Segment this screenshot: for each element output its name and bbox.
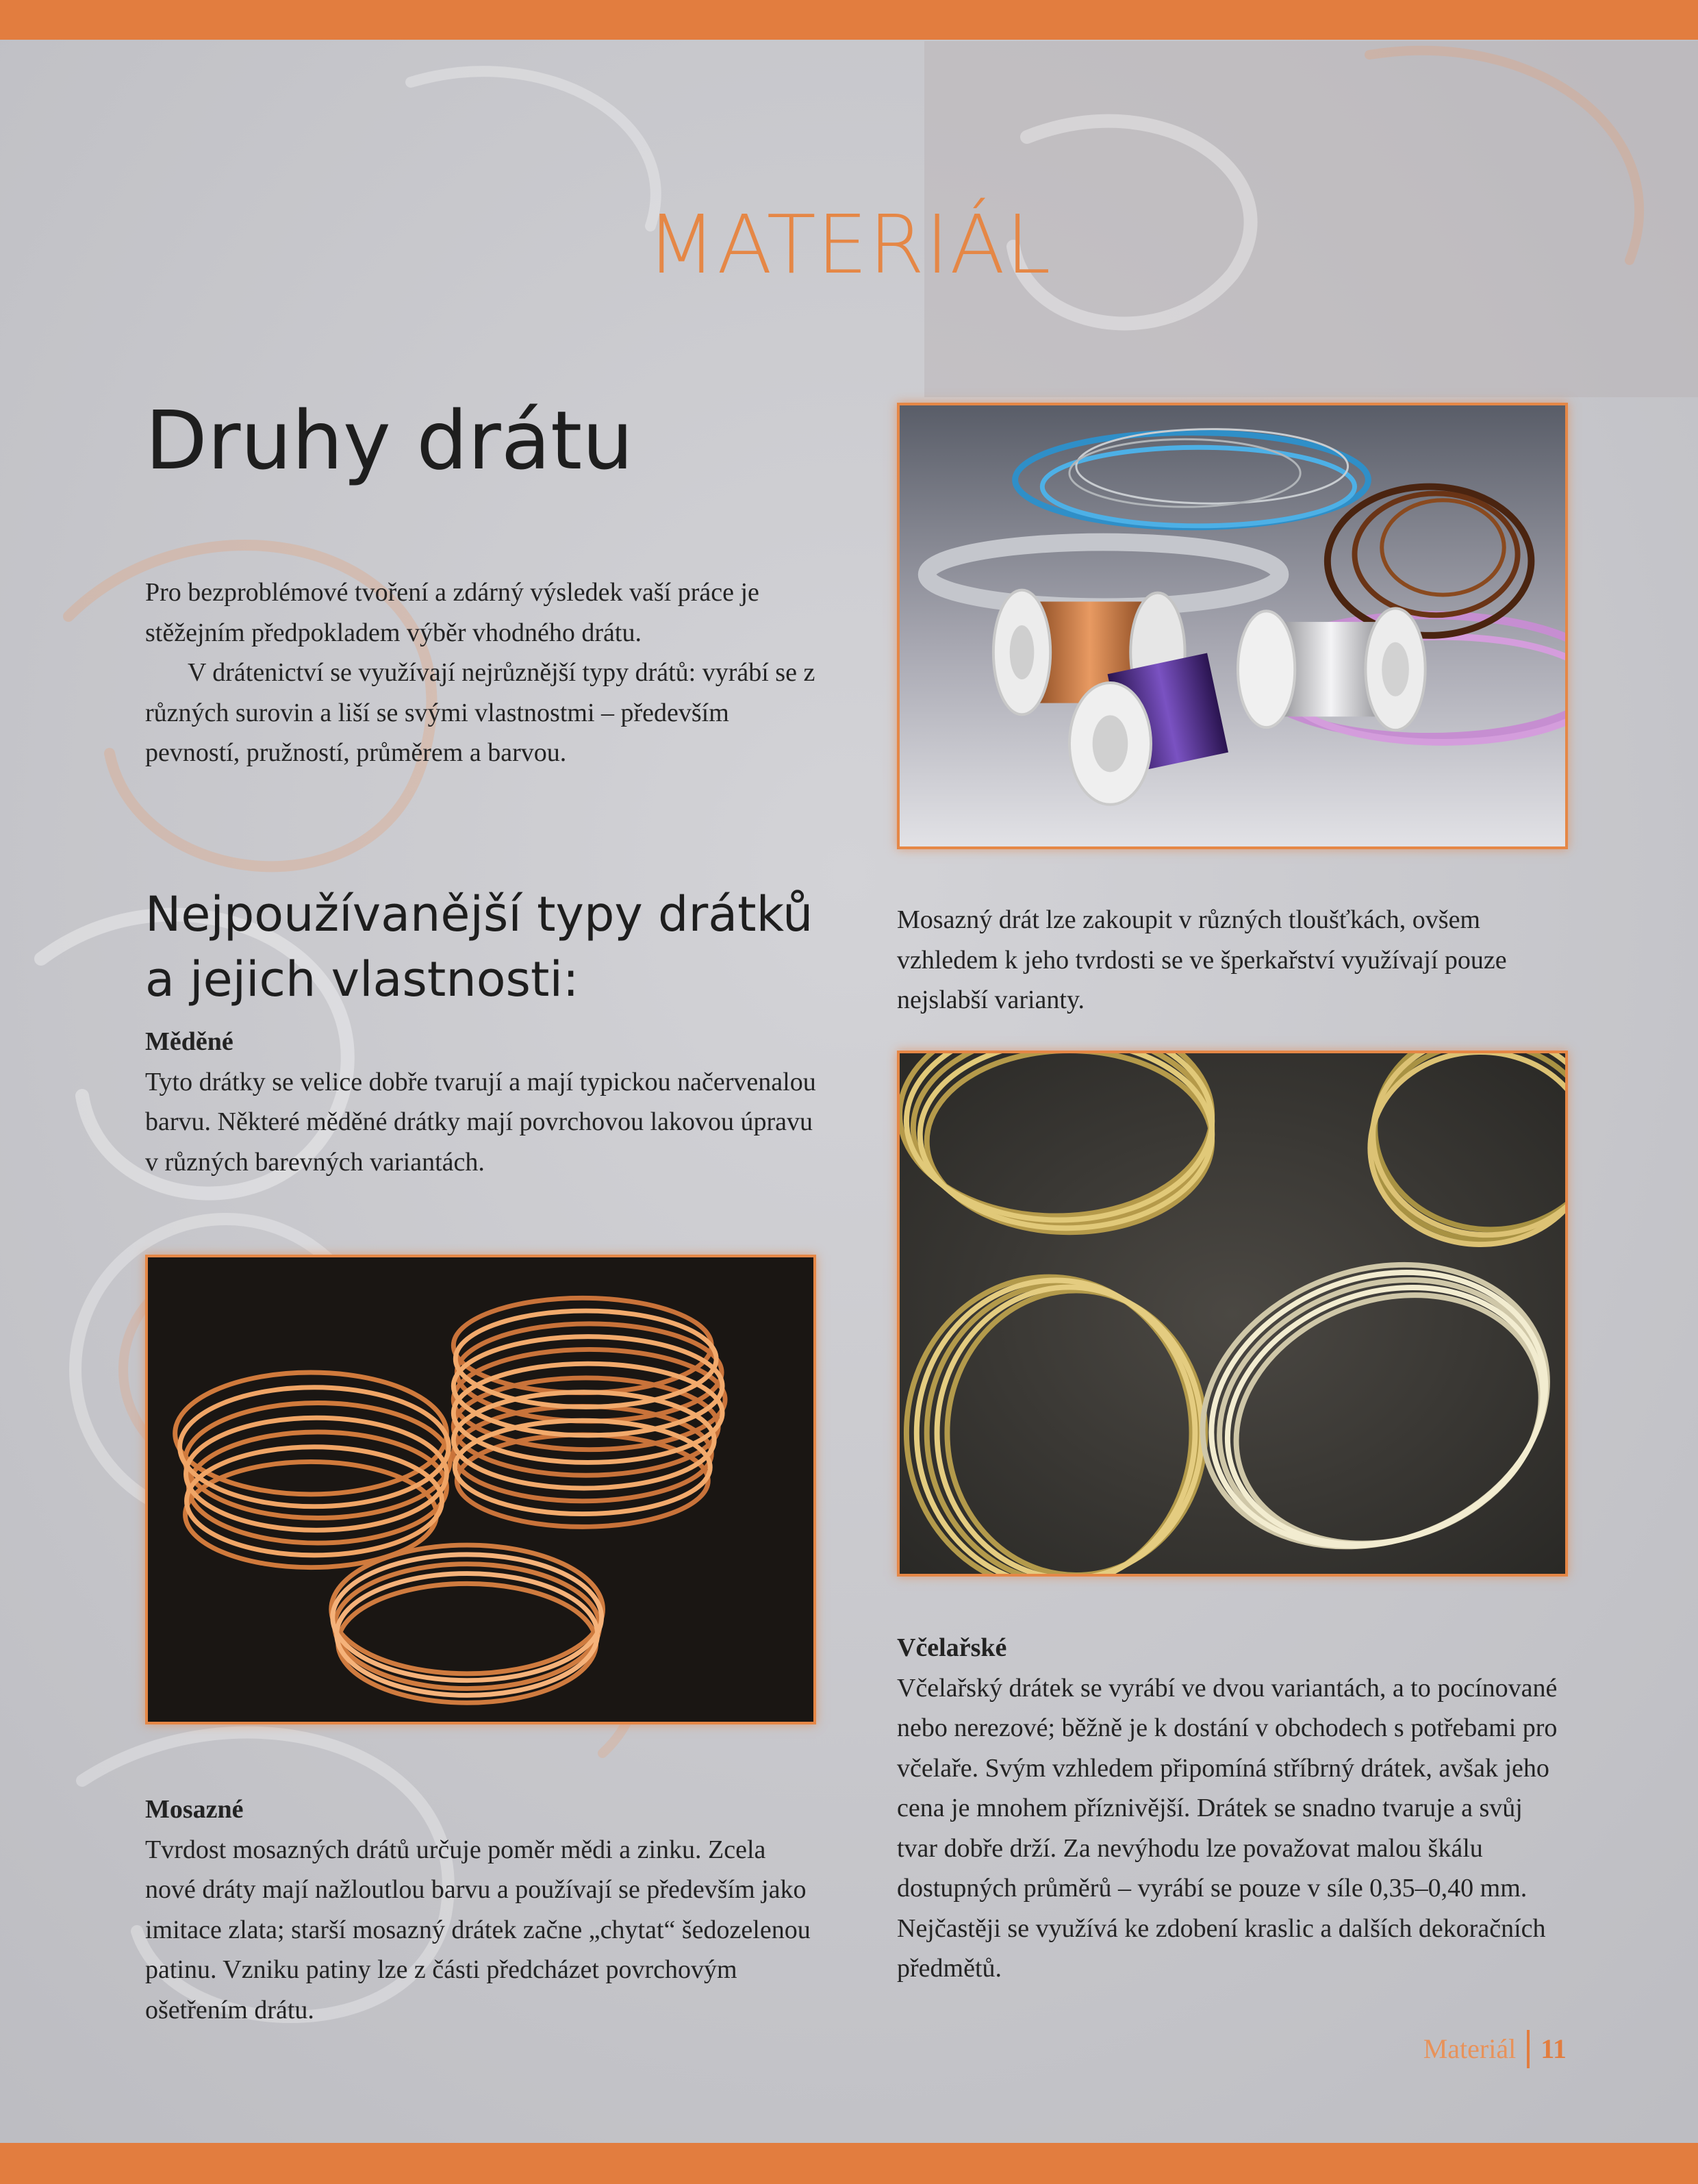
beekeeping-label: Včelařské [897, 1633, 1007, 1662]
photo-brass-wire-coils [897, 1051, 1568, 1577]
page-title: Druhy drátu [145, 393, 634, 488]
page-number: 11 [1541, 2033, 1567, 2064]
intro-paragraph-1: Pro bezproblémové tvoření a zdárný výsledek vaší práce je stěžejním předpokladem výběr vhodného drátu. [145, 578, 759, 647]
brass-thickness-note: Mosazný drát lze zakoupit v různých tloušťkách, ovšem vzhledem k jeho tvrdosti se ve šperkařství využívají pouze nejslabší varianty. [897, 905, 1507, 1014]
beekeeping-section [897, 1628, 1568, 1989]
section-title: MATERIÁL [646, 197, 1052, 292]
brass-label: Mosazné [145, 1795, 244, 1824]
page-footer [1423, 2029, 1567, 2070]
section-subtitle: Nejpoužívanější typy drátků a jejich vlastnosti: [145, 886, 813, 1007]
copper-label: Měděné [145, 1027, 233, 1056]
intro-paragraphs [145, 573, 816, 773]
bottom-accent-band [0, 2143, 1698, 2184]
photo-copper-wire-coils [145, 1255, 816, 1724]
brass-section [145, 1790, 816, 2030]
photo-wire-spools [897, 403, 1568, 849]
footer-section-name: Materiál [1423, 2033, 1517, 2064]
footer-divider [1527, 2030, 1530, 2068]
beekeeping-text: Včelařský drátek se vyrábí ve dvou variantách, a to pocínované nebo nerezové; běžně je k dostání v obchodech s potřebami pro včelaře. Svým vzhledem připomíná stříbrný drátek, avšak jeho cena je mnohem příznivější. Drátek se snadno tvaruje a svůj tvar dobře drží. Za nevýhodu lze považovat malou škálu dostupných průměrů – vyrábí se pouze v síle 0,35–0,40 mm. Nejčastěji se využívá ke zdobení kraslic a dalších dekoračních předmětů. [897, 1673, 1558, 1983]
copper-section [145, 1022, 816, 1182]
intro-paragraph-2: V drátenictví se využívají nejrůznější typy drátů: vyrábí se z různých surovin a liší se svými vlastnostmi – především pevností, pružností, průměrem a barvou. [145, 658, 815, 767]
top-accent-band [0, 0, 1698, 40]
brass-text: Tvrdost mosazných drátů určuje poměr mědi a zinku. Zcela nové dráty mají nažloutlou barvu a používají se především jako imitace zlata; starší mosazný drátek začne „chytat“ šedozelenou patinu. Vzniku patiny lze z části předcházet povrchovým ošetřením drátu. [145, 1835, 811, 2024]
copper-text: Tyto drátky se velice dobře tvarují a mají typickou načervenalou barvu. Některé měděné drátky mají povrchovou lakovou úpravu v různých barevných variantách. [145, 1067, 816, 1177]
